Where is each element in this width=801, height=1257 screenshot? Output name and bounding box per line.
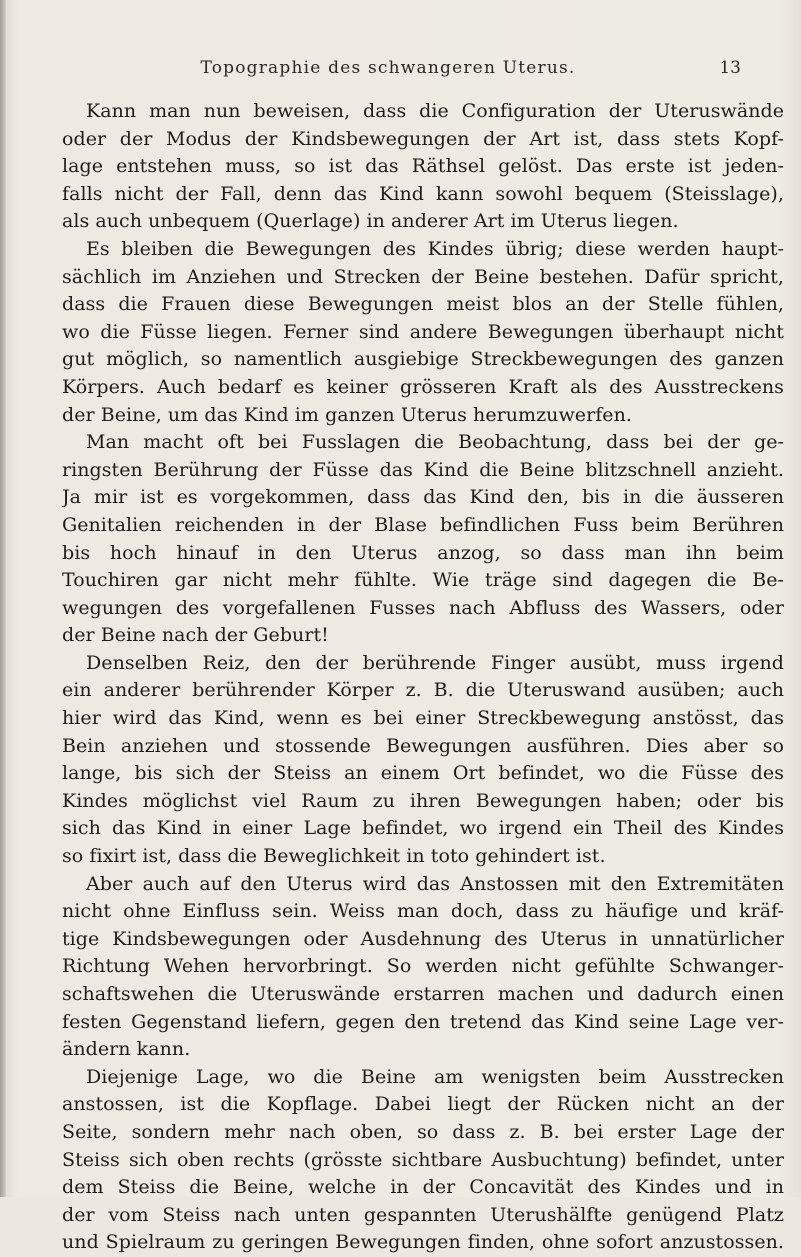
text-line: wo die Füsse liegen. Ferner sind andere Bewegungen überhaupt nicht	[62, 320, 784, 343]
text-line: Richtung Wehen hervorbringt. So werden nicht gefühlte Schwanger-	[62, 955, 784, 978]
text-line: Ja mir ist es vorgekommen, dass das Kind den, bis in die äusseren	[62, 486, 784, 509]
text-line: der vom Steiss nach unten gespannten Uterushälfte genügend Platz	[62, 1203, 784, 1226]
page-number: 13	[719, 58, 741, 78]
text-line: nicht ohne Einfluss sein. Weiss man doch, dass zu häufige und kräf-	[62, 900, 784, 923]
text-line: Genitalien reichenden in der Blase befindlichen Fuss beim Berühren	[62, 513, 784, 536]
text-line: falls nicht der Fall, denn das Kind kann sowohl bequem (Steisslage),	[62, 182, 784, 205]
text-line: und Spielraum zu geringen Bewegungen finden, ohne sofort anzustossen.	[62, 1231, 784, 1254]
text-line: der Beine nach der Geburt!	[62, 624, 329, 647]
text-line: wegungen des vorgefallenen Fusses nach Abfluss des Wassers, oder	[62, 596, 784, 619]
text-line: ändern kann.	[62, 1038, 191, 1061]
text-line: gut möglich, so namentlich ausgiebige Streckbewegungen des ganzen	[62, 348, 784, 371]
text-line: der Beine, um das Kind im ganzen Uterus herumzuwerfen.	[62, 403, 632, 426]
text-line: oder der Modus der Kindsbewegungen der Art ist, dass stets Kopf-	[62, 127, 784, 150]
text-line: Bein anziehen und stossende Bewegungen ausführen. Dies aber so	[62, 734, 784, 757]
text-line: tige Kindsbewegungen oder Ausdehnung des Uterus in unnatürlicher	[62, 927, 784, 950]
text-line: Kindes möglichst viel Raum zu ihren Bewegungen haben; oder bis	[62, 789, 784, 812]
page-binding-edge	[0, 0, 6, 1197]
text-line: dem Steiss die Beine, welche in der Concavität des Kindes und in	[62, 1176, 784, 1199]
text-line: bis hoch hinauf in den Uterus anzog, so dass man ihn beim	[62, 541, 784, 564]
text-line: Es bleiben die Bewegungen des Kindes übrig; diese werden haupt-	[86, 237, 784, 260]
text-line: so fixirt ist, dass die Beweglichkeit in toto gehindert ist.	[62, 845, 606, 868]
text-line: ringsten Berührung der Füsse das Kind die Beine blitzschnell anzieht.	[62, 458, 784, 481]
text-line: Steiss sich oben rechts (grösste sichtbare Ausbuchtung) befindet, unter	[62, 1148, 784, 1171]
text-line: als auch unbequem (Querlage) in anderer Art im Uterus liegen.	[62, 210, 679, 233]
text-line: Touchiren gar nicht mehr fühlte. Wie träge sind dagegen die Be-	[62, 569, 784, 592]
text-line: sich das Kind in einer Lage befindet, wo irgend ein Theil des Kindes	[62, 817, 784, 840]
text-line: festen Gegenstand liefern, gegen den tretend das Kind seine Lage ver-	[62, 1010, 784, 1033]
text-line: ein anderer berührender Körper z. B. die Uteruswand ausüben; auch	[62, 679, 784, 702]
text-line: Aber auch auf den Uterus wird das Anstossen mit den Extremitäten	[86, 872, 784, 895]
text-line: Kann man nun beweisen, dass die Configuration der Uteruswände	[86, 100, 784, 122]
text-line: Diejenige Lage, wo die Beine am wenigsten beim Ausstrecken	[86, 1065, 784, 1088]
text-line: schaftswehen die Uteruswände erstarren machen und dadurch einen	[62, 983, 784, 1005]
text-line: sächlich im Anziehen und Strecken der Beine bestehen. Dafür spricht,	[62, 265, 784, 288]
text-line: lange, bis sich der Steiss an einem Ort befindet, wo die Füsse des	[62, 762, 784, 785]
text-line: anstossen, ist die Kopflage. Dabei liegt der Rücken nicht an der	[62, 1093, 784, 1116]
text-line: Seite, sondern mehr nach oben, so dass z. B. bei erster Lage der	[62, 1120, 784, 1143]
text-line: Denselben Reiz, den der berührende Finger ausübt, muss irgend	[86, 651, 784, 674]
text-line: lage entstehen muss, so ist das Räthsel gelöst. Das erste ist jeden-	[62, 155, 784, 178]
text-line: dass die Frauen diese Bewegungen meist blos an der Stelle fühlen,	[62, 293, 784, 316]
running-title: Topographie des schwangeren Uterus.	[200, 58, 576, 78]
body-text	[62, 98, 784, 1257]
running-head	[0, 58, 801, 86]
text-line: hier wird das Kind, wenn es bei einer Streckbewegung anstösst, das	[62, 707, 784, 730]
text-line: Man macht oft bei Fusslagen die Beobachtung, dass bei der ge-	[86, 431, 784, 454]
text-line: Körpers. Auch bedarf es keiner grösseren Kraft als des Ausstreckens	[62, 375, 784, 398]
